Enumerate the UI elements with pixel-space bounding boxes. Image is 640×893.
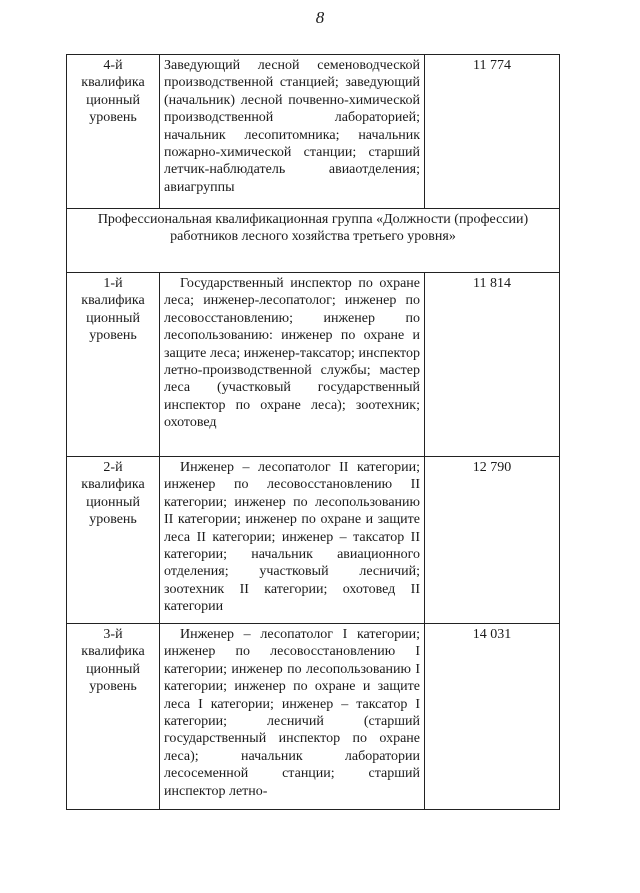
salary-value: 12 790: [425, 457, 560, 624]
salary-value: 14 031: [425, 624, 560, 810]
table-row: [67, 624, 560, 810]
group-header: Профессиональная квалификационная группа «Должности (профессии) работников лесного хозяйства третьего уровня»: [67, 209, 560, 273]
position-list: Заведующий лесной семеноводческой производственной станцией; заведующий (начальник) лесной почвенно-химической производственной лабораторией; начальник лесопитомника; начальник пожарно-химической станции; старший летчик-наблюдатель авиаотделения; авиагруппы: [160, 55, 425, 209]
salary-value: 11 774: [425, 55, 560, 209]
salary-value: 11 814: [425, 273, 560, 457]
page-number: 8: [315, 8, 325, 27]
qualification-level: 3-й квалифика ционный уровень: [67, 624, 160, 810]
qualification-level: 2-й квалифика ционный уровень: [67, 457, 160, 624]
table-row: [67, 55, 560, 209]
position-list: Инженер – лесопатолог I категории; инженер по лесовосстановлению I категории; инженер по лесопользованию I категории; инженер по охране и защите леса I категории; инженер – таксатор I категории; лесничий (старший государственный инспектор по охране леса); начальник лаборатории лесосеменной станции; старший инспектор летно-: [160, 624, 425, 810]
table-row: [67, 457, 560, 624]
position-list: Государственный инспектор по охране леса; инженер-лесопатолог; инженер по лесовосстановлению; инженер по лесопользованию: инженер по охране и защите леса; инженер-таксатор; инспектор летно-производственной службы; мастер леса (участковый государственный инспектор по охране леса); зоотехник; охотовед: [160, 273, 425, 457]
qualification-level: 4-й квалифика ционный уровень: [67, 55, 160, 209]
position-list: Инженер – лесопатолог II категории; инженер по лесовосстановлению II категории; инженер по лесопользованию II категории; инженер по охране и защите леса II категории; инженер – таксатор II категории; начальник авиационного отделения; участковый лесничий; зоотехник II категории; охотовед II категории: [160, 457, 425, 624]
qualification-level: 1-й квалифика ционный уровень: [67, 273, 160, 457]
qualification-table: [66, 54, 560, 810]
table-row: [67, 273, 560, 457]
group-header-row: [67, 209, 560, 273]
